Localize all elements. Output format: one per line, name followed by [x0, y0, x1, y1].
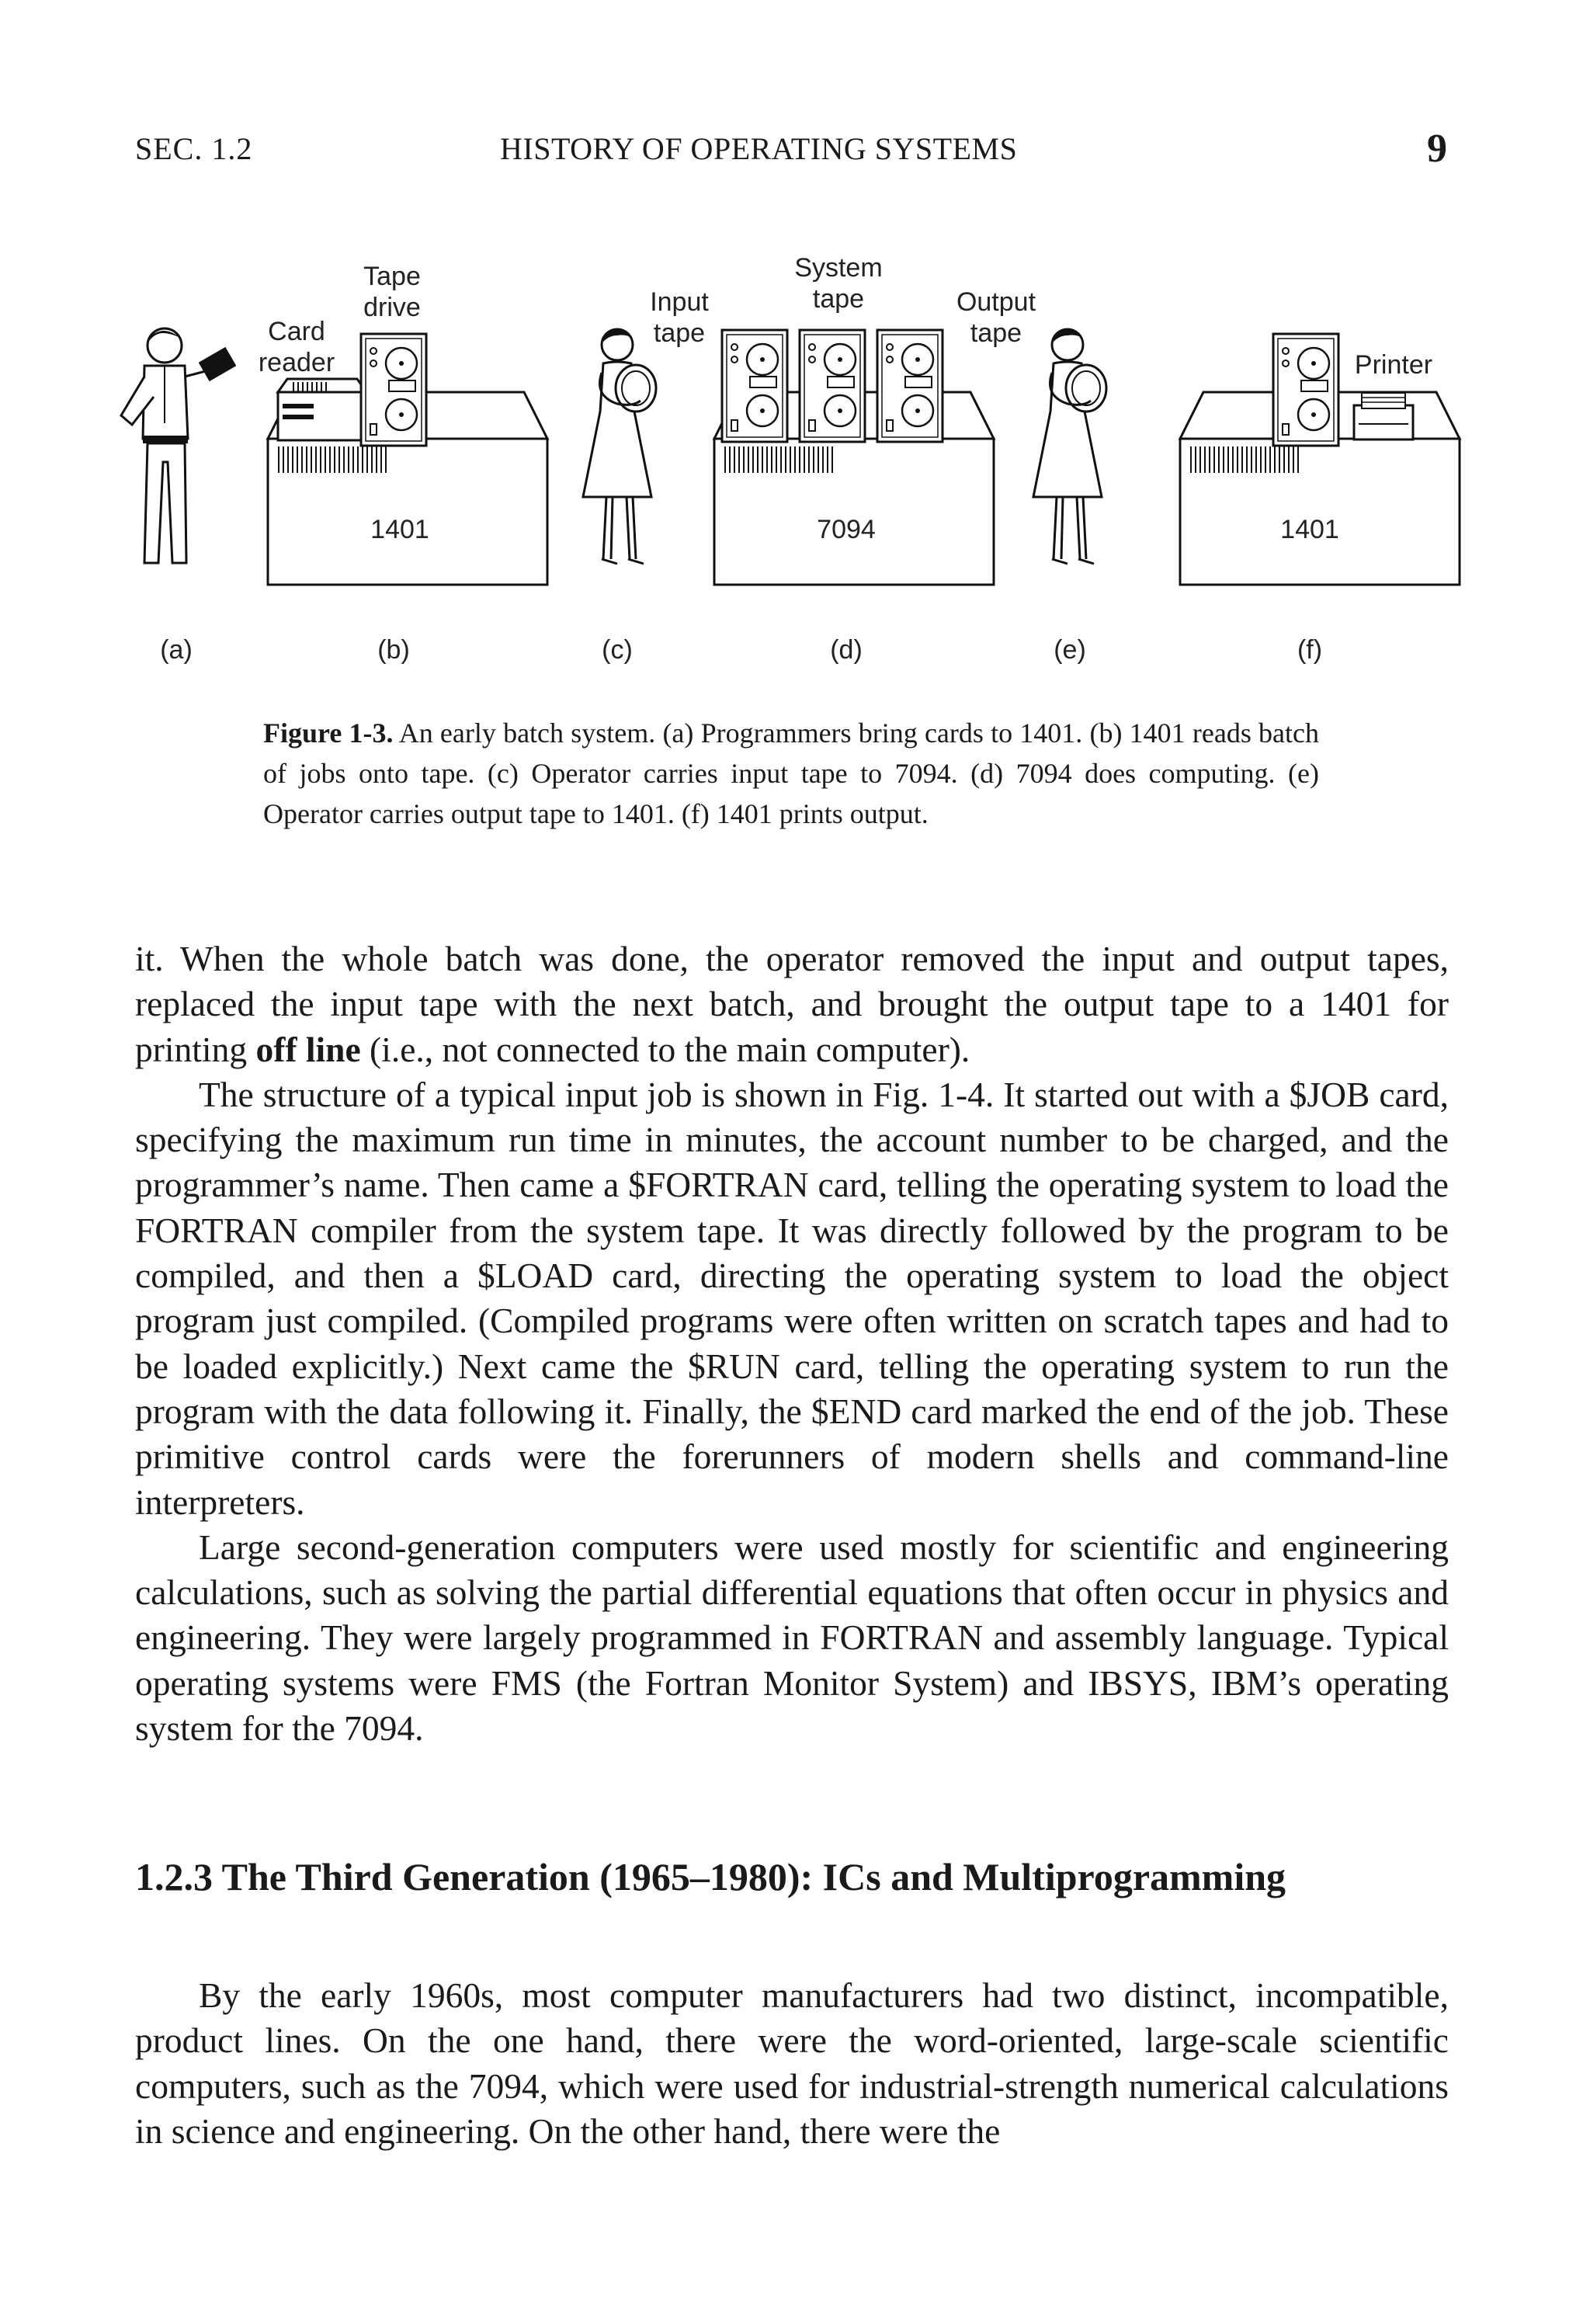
operator-input-figure: [583, 329, 656, 564]
running-header: [135, 127, 1447, 177]
label-output-tape-1: Output: [956, 287, 1036, 317]
operator-output-figure: [1033, 329, 1106, 564]
header-title: HISTORY OF OPERATING SYSTEMS: [500, 131, 1018, 166]
label-machine-d: 7094: [817, 515, 876, 544]
label-input-tape-2: tape: [653, 318, 706, 348]
section-heading: 1.2.3 The Third Generation (1965–1980): ICs and Multiprogramming: [135, 1855, 1286, 1898]
label-system-tape-2: tape: [812, 284, 865, 314]
label-machine-f: 1401: [1280, 515, 1339, 544]
paragraph-1-text-b: (i.e., not connected to the main computer).: [360, 1029, 970, 1069]
paragraph-3: Large second-generation computers were used mostly for scientific and engineering calculations, such as solving the partial differential equations that often occur in physics and engineering. They were largely programmed in FORTRAN and assembly language. Typical operating systems were FMS (the Fortran Monitor System) and IBSYS, IBM’s operating system for the 7094.: [135, 1527, 1449, 1749]
batch-system-illustration: [116, 233, 1483, 683]
label-tape-drive-2: drive: [363, 293, 421, 322]
panel-label-b: (b): [377, 635, 410, 665]
programmer-figure: [121, 328, 236, 563]
caption-text: An early batch system. (a) Programmers bring cards to 1401. (b) 1401 reads batch of jobs onto tape. (c) Operator carries input tape to 7094. (d) 7094 does computing. (e) Operator carries output tape to 1401. (f) 1401 prints output.: [263, 717, 1320, 829]
panel-label-e: (e): [1054, 635, 1086, 665]
label-machine-b: 1401: [370, 515, 429, 544]
label-tape-drive-1: Tape: [363, 262, 421, 291]
paragraph-1-text-a: it. When the whole batch was done, the operator removed the input and output tapes, replaced the input tape with the next batch, and brought the output tape to a 1401 for printing: [135, 939, 1449, 1069]
term-off-line: off line: [255, 1029, 361, 1069]
paragraph-4: By the early 1960s, most computer manufacturers had two distinct, incompatible, product lines. On the one hand, there were the word-oriented, large-scale scientific computers, such as the 7094, which were used for industrial-strength numerical calculations in science and engineering. On the other hand, there were the: [135, 1975, 1449, 2151]
label-output-tape-2: tape: [970, 318, 1022, 348]
panel-label-c: (c): [602, 635, 633, 665]
caption-label: Figure 1-3.: [263, 717, 394, 749]
page-number: 9: [1427, 127, 1447, 171]
label-input-tape-1: Input: [650, 287, 709, 317]
panel-label-a: (a): [160, 635, 193, 665]
header-section: SEC. 1.2: [135, 131, 253, 166]
label-system-tape-1: System: [794, 253, 883, 283]
label-printer: Printer: [1354, 350, 1433, 380]
figure-batch-system: [116, 233, 1483, 683]
body-text: [135, 936, 1449, 1751]
body-text-2: [135, 1973, 1449, 2154]
figure-caption: [263, 713, 1319, 834]
label-card-reader-2: reader: [258, 348, 335, 377]
panel-label-d: (d): [830, 635, 863, 665]
paragraph-1: [135, 936, 1449, 1072]
panel-label-f: (f): [1297, 635, 1323, 665]
label-card-reader-1: Card: [268, 317, 325, 346]
paragraph-2: The structure of a typical input job is shown in Fig. 1-4. It started out with a $JOB card, specifying the maximum run time in minutes, the account number to be charged, and the programmer’s name. Then came a $FORTRAN card, telling the operating system to load the FORTRAN compiler from the system tape. It was directly followed by the program to be compiled, and then a $LOAD card, directing the operating system to load the object program just compiled. (Compiled programs were often written on scratch tapes and had to be loaded explicitly.) Next came the $RUN card, telling the operating system to run the program with the data following it. Finally, the $END card marked the end of the job. These primitive control cards were the forerunners of modern shells and command-line interpreters.: [135, 1074, 1449, 1522]
machine-7094: [714, 330, 994, 585]
